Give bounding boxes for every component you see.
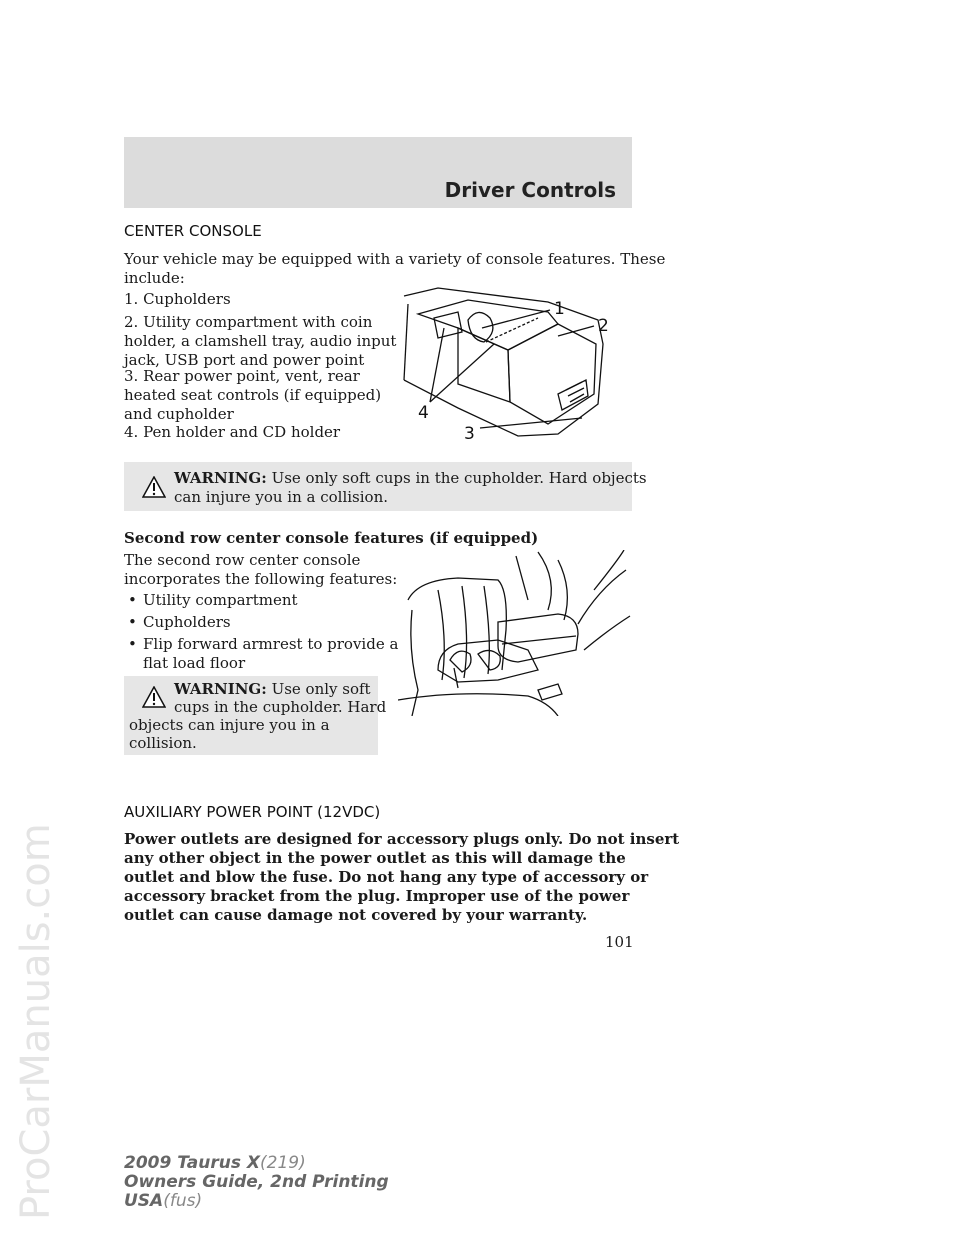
callout-4: 4 bbox=[418, 403, 429, 423]
console-item-1: 1. Cupholders bbox=[124, 290, 231, 308]
section-header-band bbox=[124, 137, 632, 208]
aux-power-heading: AUXILIARY POWER POINT (12VDC) bbox=[124, 803, 381, 821]
warning-text: Use only soft cups in the cupholder. Hard objects bbox=[271, 469, 647, 487]
second-row-console-illustration bbox=[398, 550, 632, 716]
document-footer: 2009 Taurus X(219) Owners Guide, 2nd Printing USA(fus) bbox=[124, 1153, 389, 1211]
section-title: Driver Controls bbox=[444, 178, 616, 202]
second-row-heading: Second row center console features (if equipped) bbox=[124, 529, 539, 547]
aux-power-paragraph: Power outlets are designed for accessory plugs only. Do not insert any other object in the power outlet as this will damage the outlet and blow the fuse. Do not hang any type of accessory or accessory bracket from the plug. Improper use of the power outlet can cause damage not covered by your warranty. bbox=[124, 830, 680, 924]
warning-label: WARNING: bbox=[174, 469, 267, 487]
console-item-2: 2. Utility compartment with coin holder, a clamshell tray, audio input jack, USB port and power point bbox=[124, 313, 397, 369]
page-number: 101 bbox=[605, 933, 634, 951]
watermark-text: ProCarManuals.com bbox=[13, 823, 59, 1220]
warning-triangle-icon bbox=[142, 686, 166, 708]
warning-text: Use only soft bbox=[271, 680, 371, 698]
center-console-illustration bbox=[398, 284, 630, 444]
warning-triangle-icon bbox=[142, 476, 166, 498]
second-row-intro: The second row center console incorporates the following features: bbox=[124, 551, 398, 588]
console-item-4: 4. Pen holder and CD holder bbox=[124, 423, 341, 441]
callout-3: 3 bbox=[464, 424, 475, 444]
warning-box-second-row: WARNING: Use only soft cups in the cupholder. Hard objects can injure you in a collision. bbox=[124, 676, 378, 755]
warning-box-cupholder: WARNING: Use only soft cups in the cupholder. Hard objects can injure you in a collision. bbox=[124, 462, 632, 511]
watermark bbox=[6, 500, 66, 1220]
console-item-3: 3. Rear power point, vent, rear heated seat controls (if equipped) and cupholder bbox=[124, 367, 382, 423]
callout-2: 2 bbox=[598, 316, 609, 336]
callout-1: 1 bbox=[554, 299, 565, 319]
warning-label: WARNING: bbox=[174, 680, 267, 698]
center-console-intro: Your vehicle may be equipped with a variety of console features. These include: bbox=[124, 250, 666, 287]
center-console-heading: CENTER CONSOLE bbox=[124, 222, 262, 240]
